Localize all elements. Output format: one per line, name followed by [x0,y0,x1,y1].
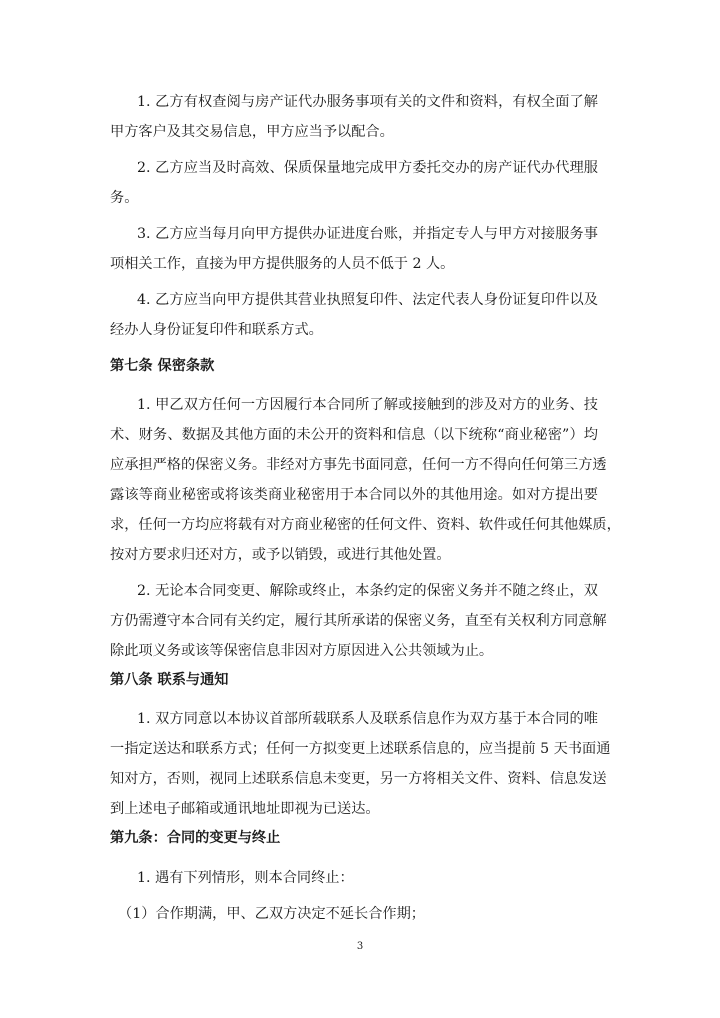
section-7-p1-line-5: 求，任何一方均应将载有对方商业秘密的任何文件、资料、软件或任何其他媒质， [110,517,621,533]
section-7-p2-line-3: 除此项义务或该等保密信息非因对方原因进入公共领域为止。 [110,643,494,659]
paragraph-3-line-2: 项相关工作，直接为甲方提供服务的人员不低于 2 人。 [110,256,455,272]
section-7-p1-line-3: 应承担严格的保密义务。非经对方事先书面同意，任何一方不得向任何第三方透 [110,457,607,473]
section-8-p1-line-4: 到上述电子邮箱或通讯地址即视为已送达。 [110,801,380,817]
paragraph-4-line-1: 4. 乙方应当向甲方提供其营业执照复印件、法定代表人身份证复印件以及 [137,292,598,308]
section-8-heading: 第八条 联系与通知 [110,672,229,688]
section-8-p1-line-3: 知对方，否则，视同上述联系信息未变更，另一方将相关文件、资料、信息发送 [110,771,607,787]
section-8-p1-line-2: 一指定送达和联系方式；任何一方拟变更上述联系信息的，应当提前 5 天书面通 [110,741,611,757]
page-number: 3 [356,941,364,952]
section-9-item-1-sub-1: （1）合作期满，甲、乙双方决定不延长合作期； [118,906,425,922]
paragraph-4-line-2: 经办人身份证复印件和联系方式。 [110,322,323,338]
paragraph-2-line-1: 2. 乙方应当及时高效、保质保量地完成甲方委托交办的房产证代办代理服 [137,160,598,176]
section-9-item-1: 1. 遇有下列情形，则本合同终止： [137,870,354,886]
paragraph-3-line-1: 3. 乙方应当每月向甲方提供办证进度台账，并指定专人与甲方对接服务事 [137,226,598,242]
section-9-heading: 第九条：合同的变更与终止 [110,830,281,846]
paragraph-2-line-2: 务。 [110,190,139,206]
section-7-p1-line-2: 术、财务、数据及其他方面的未公开的资料和信息（以下统称“商业秘密”）均 [110,427,598,443]
section-8-p1-line-1: 1. 双方同意以本协议首部所载联系人及联系信息作为双方基于本合同的唯 [137,711,598,727]
section-7-p1-line-1: 1. 甲乙双方任何一方因履行本合同所了解或接触到的涉及对方的业务、技 [137,397,598,413]
paragraph-1-line-1: 1. 乙方有权查阅与房产证代办服务事项有关的文件和资料，有权全面了解 [137,94,598,110]
section-7-p1-line-6: 按对方要求归还对方，或予以销毁，或进行其他处置。 [110,547,451,563]
section-7-p2-line-2: 方仍需遵守本合同有关约定，履行其所承诺的保密义务，直至有关权利方同意解 [110,613,607,629]
section-7-heading: 第七条 保密条款 [110,358,215,374]
section-7-p2-line-1: 2. 无论本合同变更、解除或终止，本条约定的保密义务并不随之终止，双 [137,583,598,599]
paragraph-1-line-2: 甲方客户及其交易信息，甲方应当予以配合。 [110,124,394,140]
section-7-p1-line-4: 露该等商业秘密或将该类商业秘密用于本合同以外的其他用途。如对方提出要 [110,487,598,503]
